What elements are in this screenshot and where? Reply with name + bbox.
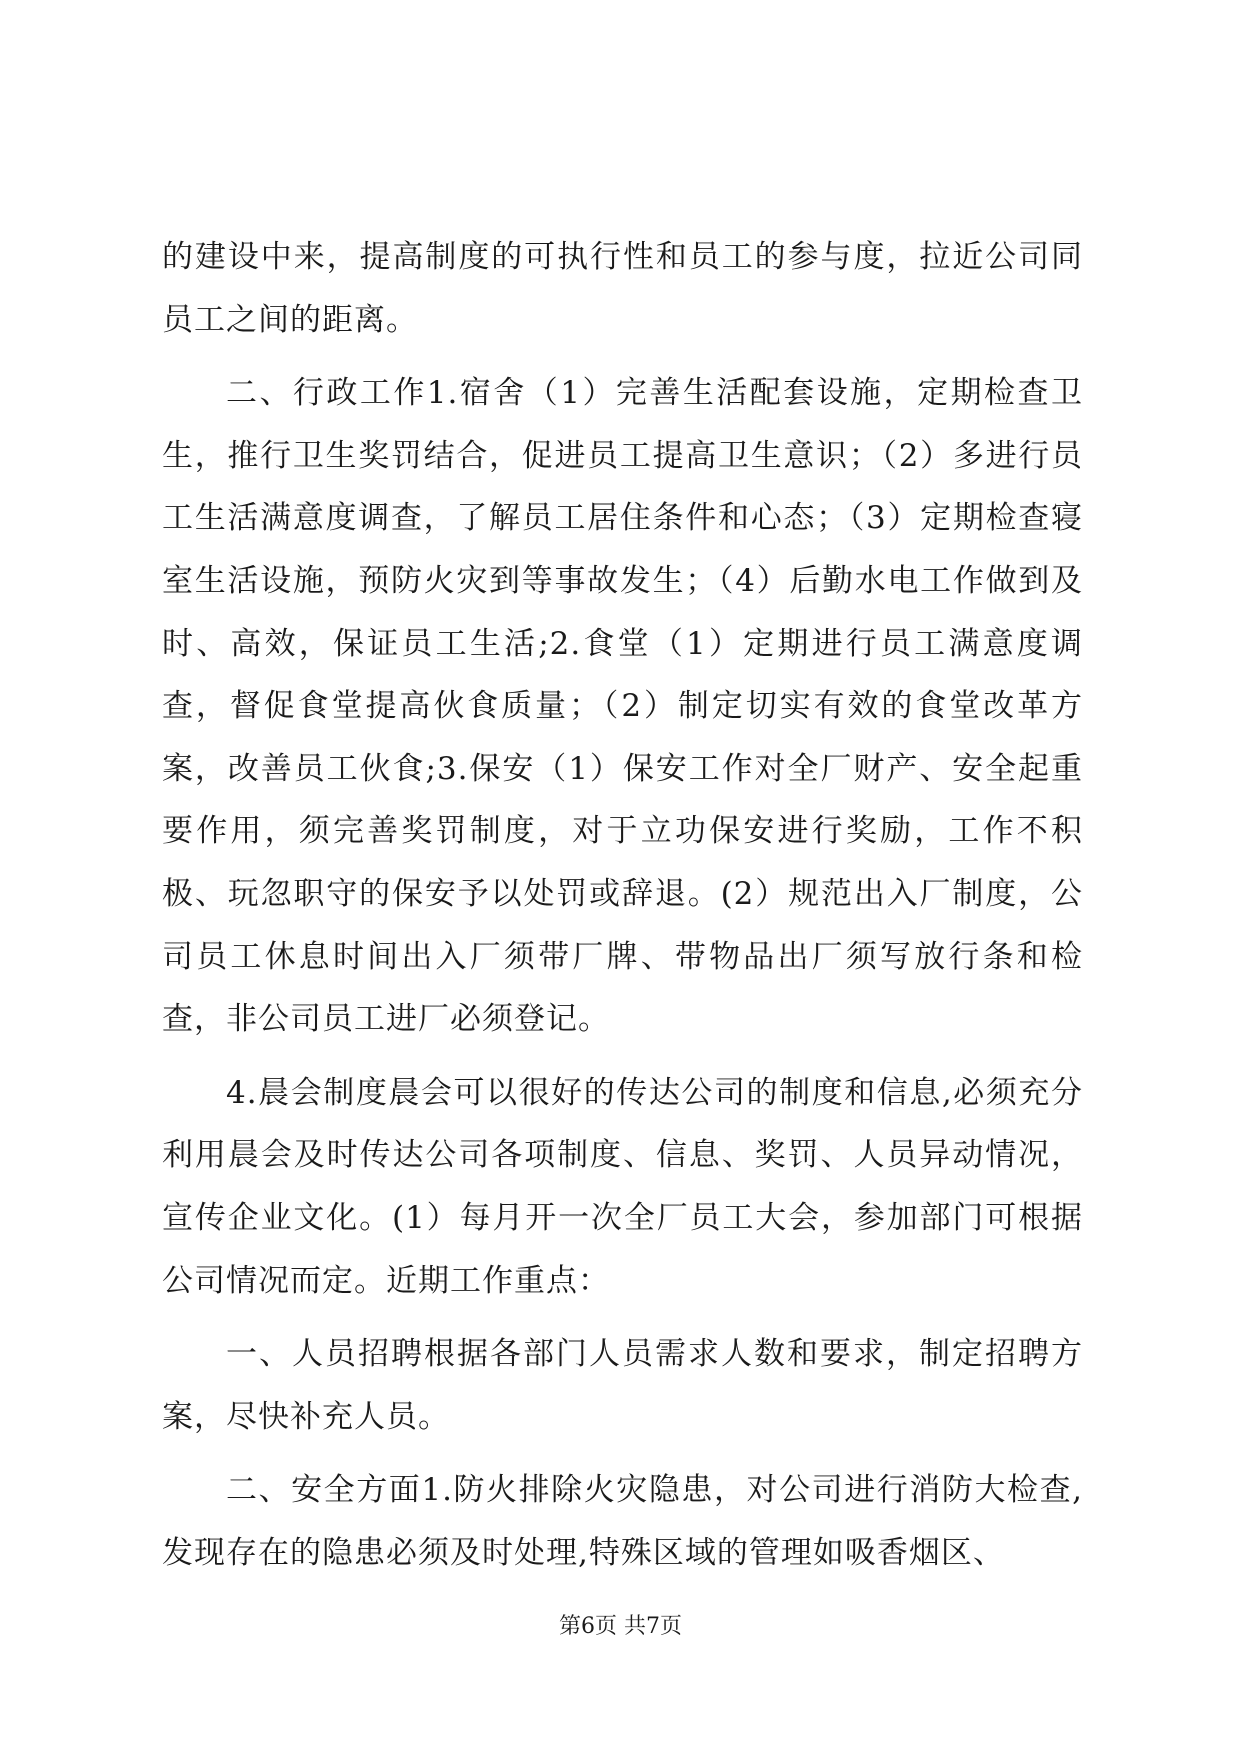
paragraph-administrative-work: 二、行政工作1.宿舍（1）完善生活配套设施，定期检查卫生，推行卫生奖罚结合，促进员工提高卫生意识；（2）多进行员工生活满意度调查，了解员工居住条件和心态；（3）定期检查寝室生活设施，预防火灾到等事故发生；（4）后勤水电工作做到及时、高效，保证员工生活;2.食堂（1）定期进行员工满意度调查，督促食堂提高伙食质量；（2）制定切实有效的食堂改革方案，改善员工伙食;3.保安（1）保安工作对全厂财产、安全起重要作用，须完善奖罚制度，对于立功保安进行奖励，工作不积极、玩忽职守的保安予以处罚或辞退。(2）规范出入厂制度，公司员工休息时间出入厂须带厂牌、带物品出厂须写放行条和检查，非公司员工进厂必须登记。 <box>162 375 1083 1038</box>
paragraph-safety: 二、安全方面1.防火排除火灾隐患，对公司进行消防大检查,发现存在的隐患必须及时处理,特殊区域的管理如吸香烟区、 <box>162 1472 1083 1571</box>
paragraph-recruitment: 一、人员招聘根据各部门人员需求人数和要求，制定招聘方案，尽快补充人员。 <box>162 1336 1083 1435</box>
paragraph-morning-meeting: 4.晨会制度晨会可以很好的传达公司的制度和信息,必须充分利用晨会及时传达公司各项制度、信息、奖罚、人员异动情况，宣传企业文化。(1）每月开一次全厂员工大会，参加部门可根据公司情况而定。近期工作重点： <box>162 1074 1083 1299</box>
page-number-footer: 第6页 共7页 <box>559 1614 682 1639</box>
document-body <box>162 226 1083 1584</box>
paragraph-continuation: 的建设中来，提高制度的可执行性和员工的参与度，拉近公司同员工之间的距离。 <box>162 239 1083 338</box>
